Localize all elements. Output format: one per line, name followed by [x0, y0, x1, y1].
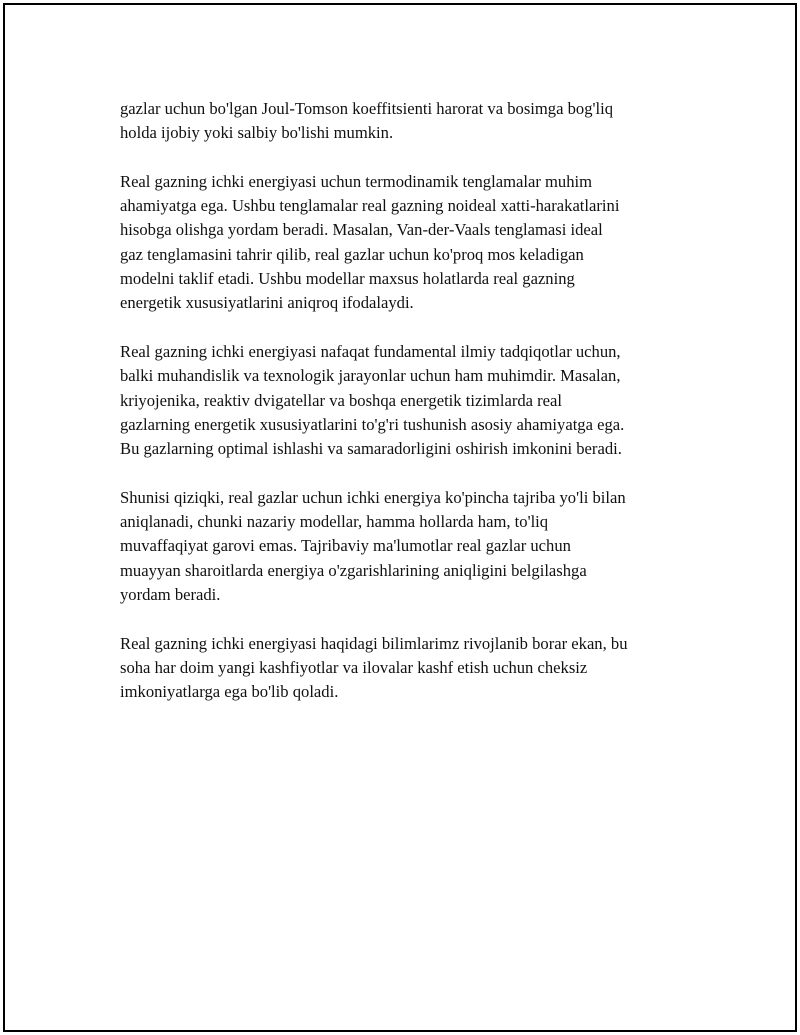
text-line: kriyojenika, reaktiv dvigatellar va boshqa energetik tizimlarda real	[120, 390, 563, 410]
document-page	[3, 3, 797, 1032]
text-line: aniqlanadi, chunki nazariy modellar, hamma hollarda ham, to'liq	[120, 512, 549, 532]
paragraph-4	[120, 486, 700, 607]
text-line: holda ijobiy yoki salbiy bo'lishi mumkin.	[120, 123, 394, 143]
text-line: Real gazning ichki energiyasi uchun termodinamik tenglamalar muhim	[120, 171, 593, 191]
text-line: imkoniyatlarga ega bo'lib qoladi.	[120, 682, 339, 702]
text-line: gaz tenglamasini tahrir qilib, real gazlar uchun ko'proq mos keladigan	[120, 244, 584, 264]
text-line: yordam beradi.	[120, 584, 221, 604]
paragraph-2	[120, 170, 700, 316]
text-line: balki muhandislik va texnologik jarayonlar uchun ham muhimdir. Masalan,	[120, 366, 621, 386]
text-line: Shunisi qiziqki, real gazlar uchun ichki energiya ko'pincha tajriba yo'li bilan	[120, 487, 626, 507]
paragraph-5	[120, 632, 700, 705]
text-line: gazlar uchun bo'lgan Joul-Tomson koeffitsienti harorat va bosimga bog'liq	[120, 99, 613, 118]
text-line: hisobga olishga yordam beradi. Masalan, Van-der-Vaals tenglamasi ideal	[120, 220, 603, 240]
text-line: Real gazning ichki energiyasi nafaqat fundamental ilmiy tadqiqotlar uchun,	[120, 341, 621, 361]
text-line: muvaffaqiyat garovi emas. Tajribaviy ma'lumotlar real gazlar uchun	[120, 536, 571, 556]
text-line: ahamiyatga ega. Ushbu tenglamalar real gazning noideal xatti-harakatlarini	[120, 196, 620, 216]
text-line: muayyan sharoitlarda energiya o'zgarishlarining aniqligini belgilashga	[120, 560, 587, 580]
text-line: Real gazning ichki energiyasi haqidagi bilimlarimz rivojlanib borar ekan, bu	[120, 633, 628, 653]
text-line: modelni taklif etadi. Ushbu modellar maxsus holatlarda real gazning	[120, 269, 575, 289]
paragraph-3	[120, 340, 700, 461]
paragraph-1	[120, 97, 700, 146]
document-body	[120, 97, 700, 729]
text-line: soha har doim yangi kashfiyotlar va ilovalar kashf etish uchun cheksiz	[120, 657, 588, 677]
text-line: Bu gazlarning optimal ishlashi va samaradorligini oshirish imkonini beradi.	[120, 439, 622, 459]
text-line: gazlarning energetik xususiyatlarini to'g'ri tushunish asosiy ahamiyatga ega.	[120, 414, 625, 434]
text-line: energetik xususiyatlarini aniqroq ifodalaydi.	[120, 293, 414, 313]
